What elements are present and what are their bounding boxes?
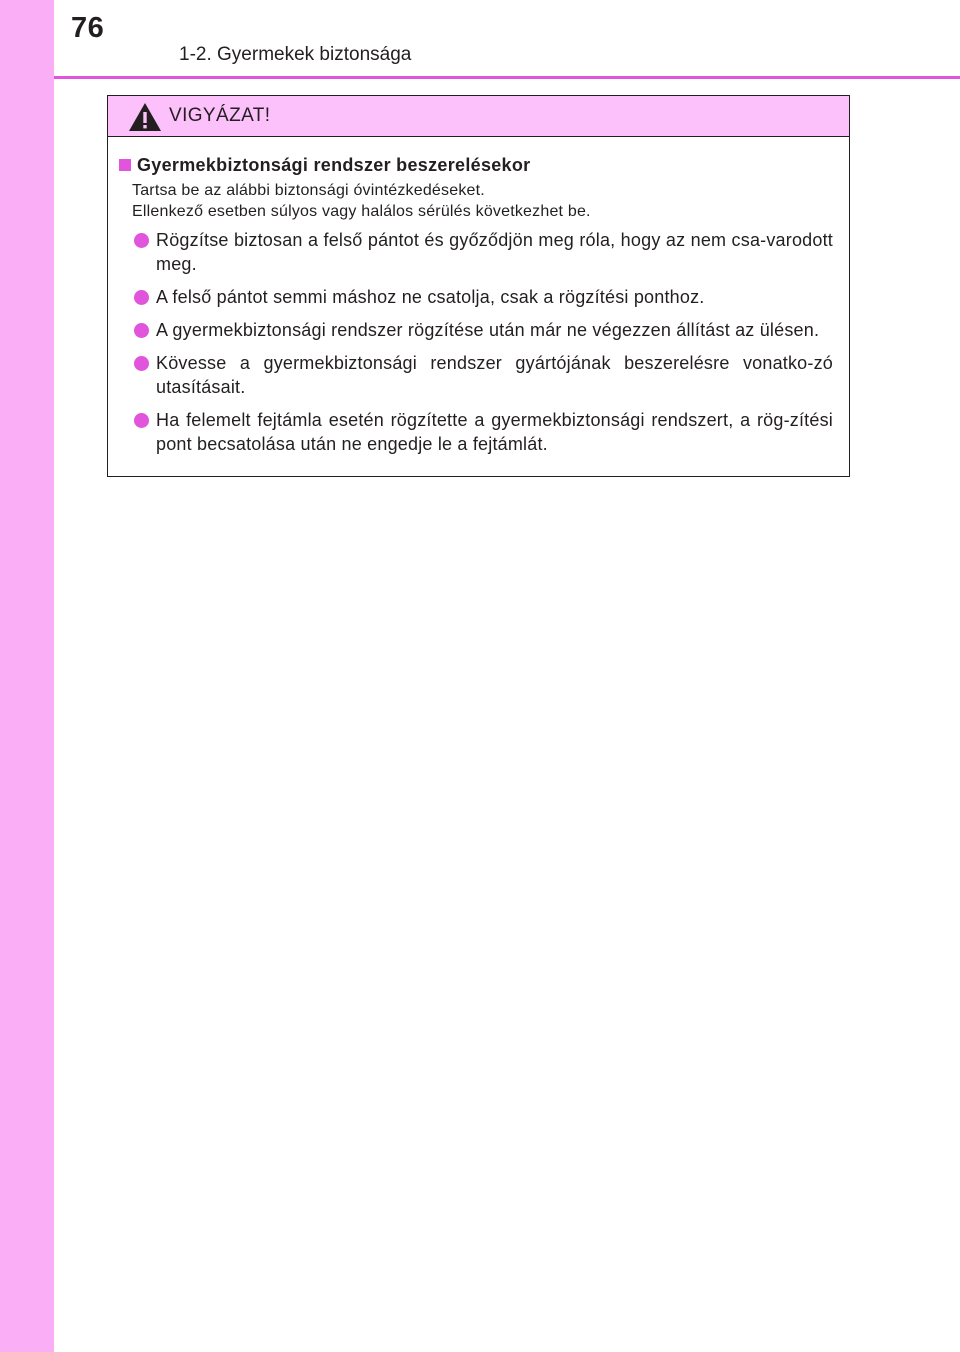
round-bullet-icon [134, 323, 149, 338]
caution-heading [119, 154, 839, 176]
caution-title: VIGYÁZAT! [169, 105, 271, 126]
list-item-text: Kövesse a gyermekbiztonsági rendszer gyártójának beszerelésre vonatko-zó utasításait. [156, 353, 833, 397]
list-item [119, 228, 839, 276]
round-bullet-icon [134, 356, 149, 371]
caution-header [108, 96, 849, 137]
page-number: 76 [71, 12, 105, 44]
caution-intro [132, 180, 839, 222]
round-bullet-icon [134, 413, 149, 428]
list-item [119, 351, 839, 399]
round-bullet-icon [134, 290, 149, 305]
caution-body [108, 137, 849, 456]
caution-list [119, 228, 839, 456]
warning-triangle-icon [128, 102, 162, 132]
caution-box [107, 95, 850, 477]
caution-heading-text: Gyermekbiztonsági rendszer beszerelésekor [137, 154, 531, 175]
list-item-text: A gyermekbiztonsági rendszer rögzítése után már ne végezzen állítást az ülésen. [156, 320, 820, 340]
side-color-band [0, 0, 54, 1352]
list-item-text: A felső pántot semmi máshoz ne csatolja, csak a rögzítési ponthoz. [156, 287, 705, 307]
intro-line-2: Ellenkező esetben súlyos vagy halálos sérülés következhet be. [132, 203, 591, 220]
section-title: 1-2. Gyermekek biztonsága [179, 44, 412, 65]
intro-line-1: Tartsa be az alábbi biztonsági óvintézkedéseket. [132, 182, 485, 199]
header-divider [54, 76, 960, 79]
list-item-text: Ha felemelt fejtámla esetén rögzítette a gyermekbiztonsági rendszert, a rög-zítési pont becsatolása után ne engedje le a fejtámlát. [156, 410, 833, 454]
list-item-text: Rögzítse biztosan a felső pántot és győződjön meg róla, hogy az nem csa-varodott meg. [156, 230, 833, 274]
square-bullet-icon [119, 159, 131, 171]
list-item [119, 285, 839, 309]
list-item [119, 318, 839, 342]
round-bullet-icon [134, 233, 149, 248]
list-item [119, 408, 839, 456]
